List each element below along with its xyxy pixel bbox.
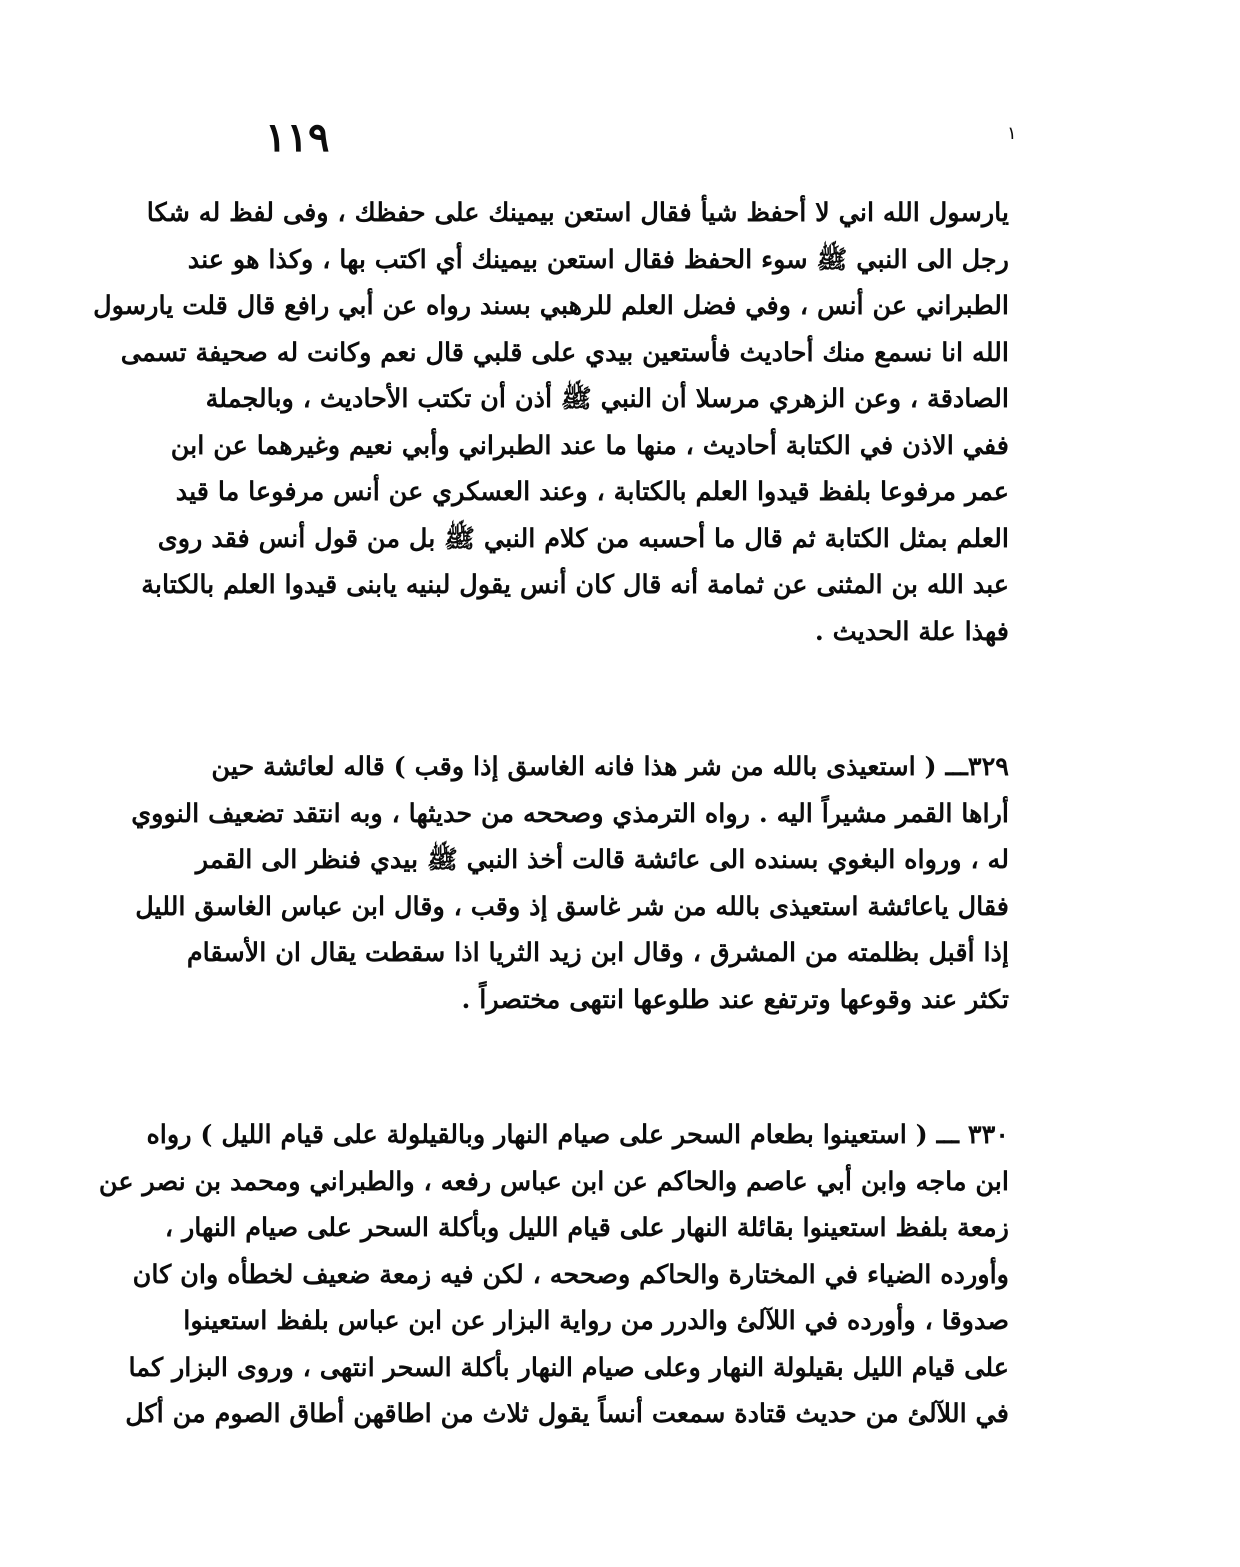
text-line: ٣٢٩ـــ ( استعيذى بالله من شر هذا فانه الغاسق إذا وقب ) قاله لعائشة حين [211, 752, 1009, 782]
text-line: وأورده الضياء في المختارة والحاكم وصححه ، لكن فيه زمعة ضعيف لخطأه وان كان [132, 1259, 1009, 1290]
text-line: الصادقة ، وعن الزهري مرسلا أن النبي ﷺ أذن أن تكتب الأحاديث ، وبالجملة [205, 384, 1009, 414]
text-line: الله انا نسمع منك أحاديث فأستعين بيدي على قلبي قال نعم وكانت له صحيفة تسمى [120, 337, 1009, 368]
text-line: ٣٣٠ ـــ ( استعينوا بطعام السحر على صيام النهار وبالقيلولة على قيام الليل ) رواه [146, 1120, 1009, 1150]
text-line: تكثر عند وقوعها وترتفع عند طلوعها انتهى مختصراً . [461, 984, 1009, 1015]
text-line: أراها القمر مشيراً اليه . رواه الترمذي وصححه من حديثها ، وبه انتقد تضعيف النووي [131, 798, 1009, 829]
text-line: زمعة بلفظ استعينوا بقائلة النهار على قيام الليل وبأكلة السحر على صيام النهار ، [164, 1213, 1009, 1243]
text-line: ففي الاذن في الكتابة أحاديث ، منها ما عند الطبراني وأبي نعيم وغيرهما عن ابن [170, 430, 1009, 461]
text-line: عمر مرفوعا بلفظ قيدوا العلم بالكتابة ، وعند العسكري عن أنس مرفوعا ما قيد [175, 477, 1009, 507]
text-line: عبد الله بن المثنى عن ثمامة أنه قال كان أنس يقول لبنيه يابنى قيدوا العلم بالكتابة [141, 570, 1009, 600]
hadith-entry-329 [131, 744, 1009, 1023]
hadith-entry-330 [98, 1112, 1009, 1438]
text-line: يارسول الله اني لا أحفظ شيأ فقال استعن بيمينك على حفظك ، وفى لفظ له شكا [146, 198, 1009, 228]
text-line: الطبراني عن أنس ، وفي فضل العلم للرهبي بسند رواه عن أبي رافع قال قلت يارسول [93, 291, 1009, 321]
text-line: العلم بمثل الكتابة ثم قال ما أحسبه من كلام النبي ﷺ بل من قول أنس فقد روى [157, 523, 1009, 554]
text-line: رجل الى النبي ﷺ سوء الحفظ فقال استعن بيمينك أي اكتب بها ، وكذا هو عند [187, 244, 1009, 275]
text-line: صدوقا ، وأورده في اللآلئ والدرر من رواية البزار عن ابن عباس بلفظ استعينوا [183, 1306, 1009, 1336]
text-line: له ، ورواه البغوي بسنده الى عائشة قالت أخذ النبي ﷺ بيدي فنظر الى القمر [195, 845, 1009, 875]
text-line: فهذا علة الحديث . [814, 616, 1009, 647]
paragraph-continuation [93, 190, 1009, 655]
text-line: على قيام الليل بقيلولة النهار وعلى صيام النهار بأكلة السحر انتهى ، وروى البزار كما [128, 1352, 1009, 1383]
text-line: ابن ماجه وابن أبي عاصم والحاكم عن ابن عباس رفعه ، والطبراني ومحمد بن نصر عن [98, 1166, 1009, 1197]
corner-mark: ١ [1007, 123, 1017, 144]
text-line: فقال ياعائشة استعيذى بالله من شر غاسق إذ وقب ، وقال ابن عباس الغاسق الليل [135, 891, 1009, 922]
text-line: إذا أقبل بظلمته من المشرق ، وقال ابن زيد الثريا اذا سقطت يقال ان الأسقام [186, 938, 1009, 968]
page-number: ١١٩ [265, 114, 330, 161]
text-line: في اللآلئ من حديث قتادة سمعت أنساً يقول ثلاث من اطاقهن أطاق الصوم من أكل [125, 1399, 1009, 1429]
